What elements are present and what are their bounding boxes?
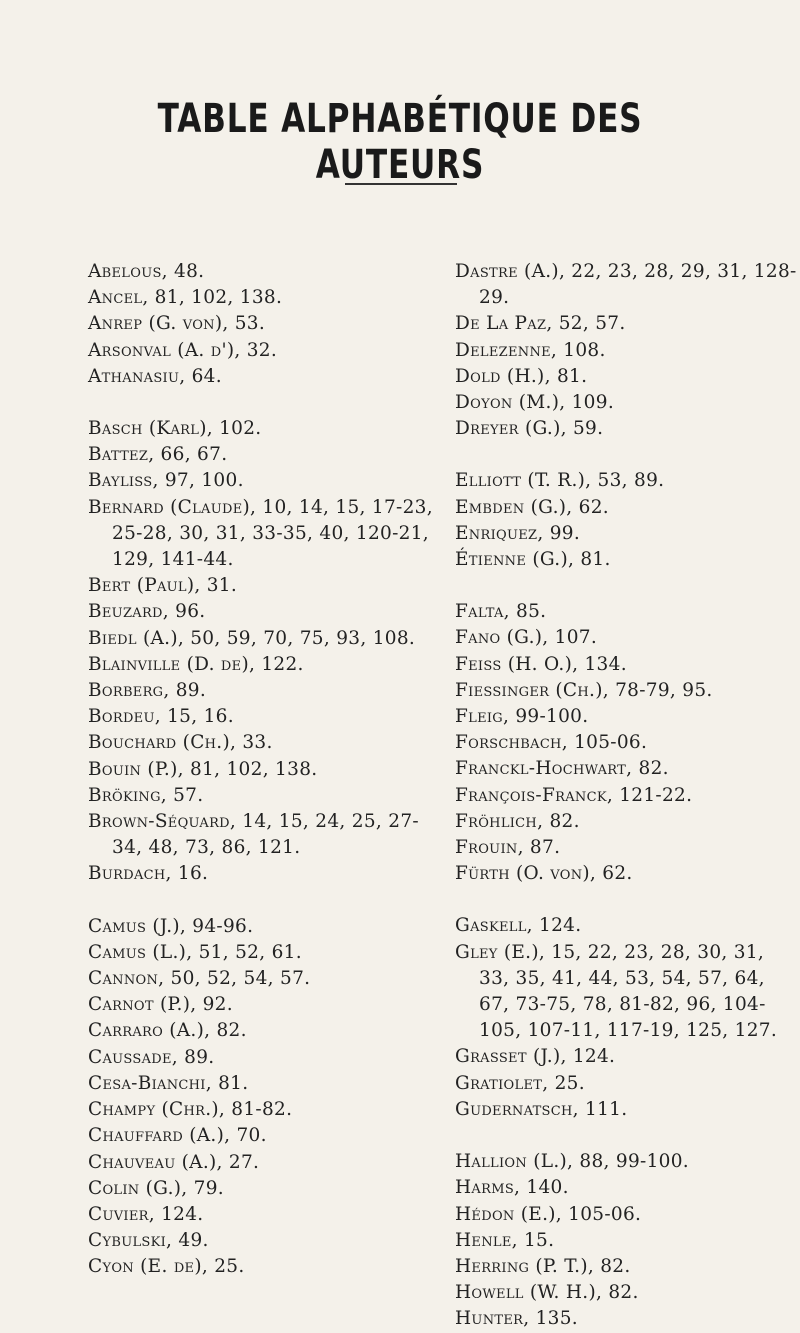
author-name: Chauveau (A.) <box>88 1151 217 1173</box>
index-entry <box>88 914 433 940</box>
index-entry <box>88 992 433 1018</box>
index-entry <box>88 1045 433 1071</box>
letter-group-spacer <box>455 1123 800 1149</box>
author-name: Fiessinger (Ch.) <box>455 679 603 701</box>
author-name: Caussade <box>88 1046 172 1068</box>
index-entry <box>88 1176 433 1202</box>
page-references: , 92. <box>190 994 233 1016</box>
author-name: Carraro (A.) <box>88 1020 205 1042</box>
page-references: , 27. <box>216 1151 260 1173</box>
author-name: Fröhlich <box>455 810 538 832</box>
index-entry <box>455 704 800 730</box>
author-name: Bouin (P.) <box>88 758 178 780</box>
index-entry <box>88 730 433 756</box>
index-entry <box>88 1150 433 1176</box>
page-references: , 105-06. <box>561 732 648 754</box>
author-name: Cybulski <box>88 1230 167 1252</box>
index-entry <box>88 783 433 809</box>
index-entry <box>88 1018 433 1044</box>
page-references: , 81-82. <box>218 1099 293 1121</box>
page-references: , 50, 52, 54, 57. <box>158 968 311 990</box>
author-name: Cannon <box>88 968 159 990</box>
index-entry <box>455 599 800 625</box>
page-references: , 134. <box>572 653 627 675</box>
page-references: , 109. <box>559 392 615 414</box>
index-entry <box>88 940 433 966</box>
page-references: , 53. <box>222 313 266 335</box>
author-name: Bert (Paul) <box>88 575 195 597</box>
page-references: , 87. <box>517 837 561 859</box>
author-name: François-Franck <box>455 784 607 806</box>
page-references: , 122. <box>248 653 304 675</box>
index-entry <box>455 809 800 835</box>
index-entry <box>455 625 800 651</box>
index-entry <box>88 757 433 783</box>
index-entry <box>455 338 800 364</box>
page-references: , 81. <box>205 1072 249 1094</box>
title-divider <box>345 183 457 185</box>
author-name: Colin (G.) <box>88 1177 182 1199</box>
author-name: Carnot (P.) <box>88 994 191 1016</box>
index-column-right <box>455 259 800 1333</box>
index-entry <box>88 285 433 311</box>
page-references: , 88, 99-100. <box>567 1151 689 1173</box>
letter-group-spacer <box>88 888 433 914</box>
index-entry <box>88 416 433 442</box>
author-name: Cuvier <box>88 1203 149 1225</box>
author-name: Dold (H.) <box>455 365 545 387</box>
author-name: Henle <box>455 1229 512 1251</box>
page-references: , 25. <box>542 1072 585 1094</box>
page-references: , 10, 14, 15, 17-23, 25-28, 30, 31, 33-35, 40, 120-21, 129, 141-44. <box>112 496 433 571</box>
index-entry <box>455 835 800 861</box>
author-name: Champy (Chr.) <box>88 1099 219 1121</box>
page-references: , 81. <box>567 549 611 571</box>
letter-group-spacer <box>455 887 800 913</box>
author-name: Athanasiu <box>88 365 180 387</box>
index-entry <box>88 1202 433 1228</box>
page-references: , 62. <box>566 496 609 518</box>
page-references: , 99. <box>537 522 581 544</box>
author-name: Burdach <box>88 863 166 885</box>
index-entry <box>455 652 800 678</box>
index-entry <box>88 364 433 390</box>
index-entry <box>88 1097 433 1123</box>
index-entry <box>88 495 433 574</box>
index-entry <box>455 1071 800 1097</box>
index-entry <box>455 1254 800 1280</box>
index-entry <box>455 783 800 809</box>
page-references: , 59. <box>560 418 604 440</box>
author-name: Feiss (H. O.) <box>455 653 573 675</box>
author-name: Enriquez <box>455 522 538 544</box>
page-references: , 82. <box>626 758 669 780</box>
page-references: , 99-100. <box>502 706 589 728</box>
author-name: Cyon (E. de) <box>88 1256 202 1278</box>
author-name: Biedl (A.) <box>88 627 178 649</box>
index-entry <box>455 390 800 416</box>
index-entry <box>88 1254 433 1280</box>
page-references: , 49. <box>166 1230 209 1252</box>
page-references: , 96. <box>162 601 206 623</box>
page-references: , 15. <box>511 1229 555 1251</box>
author-name: Arsonval (A. d') <box>88 339 235 361</box>
index-entry <box>88 338 433 364</box>
author-name: Fano (G.) <box>455 627 543 649</box>
index-entry <box>455 1149 800 1175</box>
letter-group-spacer <box>88 390 433 416</box>
author-name: Fleig <box>455 706 503 728</box>
page-references: , 64. <box>179 365 222 387</box>
author-name: Dreyer (G.) <box>455 418 561 440</box>
letter-group-spacer <box>455 573 800 599</box>
author-name: Embden (G.) <box>455 496 567 518</box>
author-name: Ancel <box>88 287 143 309</box>
page-references: , 78-79, 95. <box>602 679 713 701</box>
author-name: Beuzard <box>88 601 163 623</box>
author-name: Bayliss <box>88 470 153 492</box>
author-name: Camus (L.) <box>88 941 187 963</box>
page-references: , 15, 16. <box>154 706 234 728</box>
author-name: Gley (E.) <box>455 941 539 963</box>
index-entry <box>88 704 433 730</box>
index-entry <box>88 1228 433 1254</box>
page-references: , 81, 102, 138. <box>177 758 318 780</box>
author-name: Bordeu <box>88 706 155 728</box>
page-references: , 85. <box>503 601 547 623</box>
author-name: Bernard (Claude) <box>88 496 251 518</box>
index-entry <box>455 1044 800 1070</box>
page-references: , 82. <box>204 1020 247 1042</box>
page-references: , 57. <box>160 784 204 806</box>
index-entry <box>88 809 433 861</box>
page-references: , 108. <box>550 339 606 361</box>
index-column-left <box>88 259 433 1281</box>
page-references: , 121-22. <box>606 784 693 806</box>
author-name: Delezenne <box>455 339 551 361</box>
index-entry <box>455 1097 800 1123</box>
page-references: , 135. <box>523 1308 578 1330</box>
author-name: Howell (W. H.) <box>455 1282 596 1304</box>
author-name: Abelous <box>88 261 162 282</box>
index-entry <box>88 599 433 625</box>
author-name: Franckl-Hochwart <box>455 758 627 780</box>
author-name: Harms <box>455 1177 515 1199</box>
index-entry <box>88 468 433 494</box>
author-name: Chauffard (A.) <box>88 1125 225 1147</box>
index-entry <box>455 1280 800 1306</box>
author-name: Blainville (D. de) <box>88 653 249 675</box>
author-name: Étienne (G.) <box>455 549 568 571</box>
author-name: Hédon (E.) <box>455 1203 556 1225</box>
page-references: , 89. <box>171 1046 215 1068</box>
author-name: Battez <box>88 444 149 466</box>
author-name: Camus (J.) <box>88 915 180 937</box>
author-name: Basch (Karl) <box>88 418 207 440</box>
index-entry <box>88 1123 433 1149</box>
author-name: Forschbach <box>455 732 562 754</box>
index-entry <box>88 573 433 599</box>
page-references: , 52, 57. <box>546 313 626 335</box>
author-name: Gratiolet <box>455 1072 543 1094</box>
index-entry <box>455 678 800 704</box>
index-entry <box>455 1228 800 1254</box>
page-references: , 111. <box>572 1098 628 1120</box>
page-references: , 94-96. <box>179 915 254 937</box>
page-references: , 102. <box>206 418 262 440</box>
author-name: Gudernatsch <box>455 1098 573 1120</box>
author-name: Fürth (O. von) <box>455 863 590 885</box>
page-references: , 81, 102, 138. <box>142 287 283 309</box>
page-references: , 82. <box>595 1282 639 1304</box>
page-references: , 66, 67. <box>148 444 228 466</box>
page-references: , 124. <box>526 915 582 937</box>
page-references: , 82. <box>537 810 580 832</box>
page-references: , 97, 100. <box>152 470 244 492</box>
page-references: , 25. <box>201 1256 245 1278</box>
page-references: , 22, 23, 28, 29, 31, 128-29. <box>479 261 797 309</box>
index-entry <box>455 756 800 782</box>
author-name: Borberg <box>88 680 164 702</box>
author-name: Hallion (L.) <box>455 1151 568 1173</box>
index-entry <box>88 966 433 992</box>
page-references: , 31. <box>194 575 238 597</box>
index-entry <box>88 259 433 285</box>
index-entry <box>88 678 433 704</box>
index-entry <box>455 940 800 1045</box>
index-entry <box>88 652 433 678</box>
author-name: Brown-Séquard <box>88 811 230 833</box>
author-name: Falta <box>455 601 504 623</box>
author-name: Doyon (M.) <box>455 392 560 414</box>
page-references: , 107. <box>542 627 598 649</box>
author-name: Bouchard (Ch.) <box>88 732 230 754</box>
page-references: , 16. <box>165 863 209 885</box>
index-entry <box>455 547 800 573</box>
index-entry <box>455 259 800 311</box>
index-entry <box>455 495 800 521</box>
author-name: Gaskell <box>455 915 527 937</box>
page-references: , 53, 89. <box>585 470 665 492</box>
index-entry <box>88 1071 433 1097</box>
index-entry <box>455 730 800 756</box>
author-name: Herring (P. T.) <box>455 1255 588 1277</box>
index-entry <box>455 364 800 390</box>
index-entry <box>455 416 800 442</box>
author-name: Dastre (A.) <box>455 261 559 282</box>
letter-group-spacer <box>455 442 800 468</box>
author-name: Cesa-Bianchi <box>88 1072 206 1094</box>
index-entry <box>88 626 433 652</box>
page-references: , 70. <box>224 1125 267 1147</box>
index-entry <box>455 468 800 494</box>
page-references: , 140. <box>514 1177 569 1199</box>
page-references: , 105-06. <box>555 1203 642 1225</box>
page-title: TABLE ALPHABÉTIQUE DES AUTEURS <box>157 96 643 188</box>
author-name: Elliott (T. R.) <box>455 470 586 492</box>
page-references: , 124. <box>148 1203 204 1225</box>
index-entry <box>455 1175 800 1201</box>
index-entry <box>455 1202 800 1228</box>
page-references: , 50, 59, 70, 75, 93, 108. <box>177 627 416 649</box>
page-references: , 48. <box>161 261 205 282</box>
author-name: Bröking <box>88 784 161 806</box>
page-references: , 79. <box>181 1177 224 1199</box>
index-entry <box>455 913 800 939</box>
author-name: Frouin <box>455 837 518 859</box>
index-entry <box>88 311 433 337</box>
author-name: Anrep (G. von) <box>88 313 223 335</box>
index-entry <box>88 861 433 887</box>
page-references: , 62. <box>589 863 633 885</box>
page-references: , 89. <box>163 680 207 702</box>
page-references: , 15, 22, 23, 28, 30, 31, 33, 35, 41, 44, 53, 54, 57, 64, 67, 73-75, 78, 81-82, 96, 104-105, 107-11, 117-19, 125, 127. <box>479 941 778 1042</box>
page-references: , 81. <box>544 365 588 387</box>
page-references: , 14, 15, 24, 25, 27-34, 48, 73, 86, 121. <box>112 811 419 859</box>
page-references: , 124. <box>560 1046 616 1068</box>
page-references: , 33. <box>229 732 273 754</box>
index-entry <box>455 861 800 887</box>
page-references: , 32. <box>234 339 278 361</box>
index-entry <box>88 442 433 468</box>
index-entry <box>455 521 800 547</box>
author-name: De La Paz <box>455 313 547 335</box>
author-name: Grasset (J.) <box>455 1046 561 1068</box>
index-entry <box>455 311 800 337</box>
author-name: Hunter <box>455 1308 524 1330</box>
page-references: , 51, 52, 61. <box>186 941 302 963</box>
page-references: , 82. <box>587 1255 631 1277</box>
